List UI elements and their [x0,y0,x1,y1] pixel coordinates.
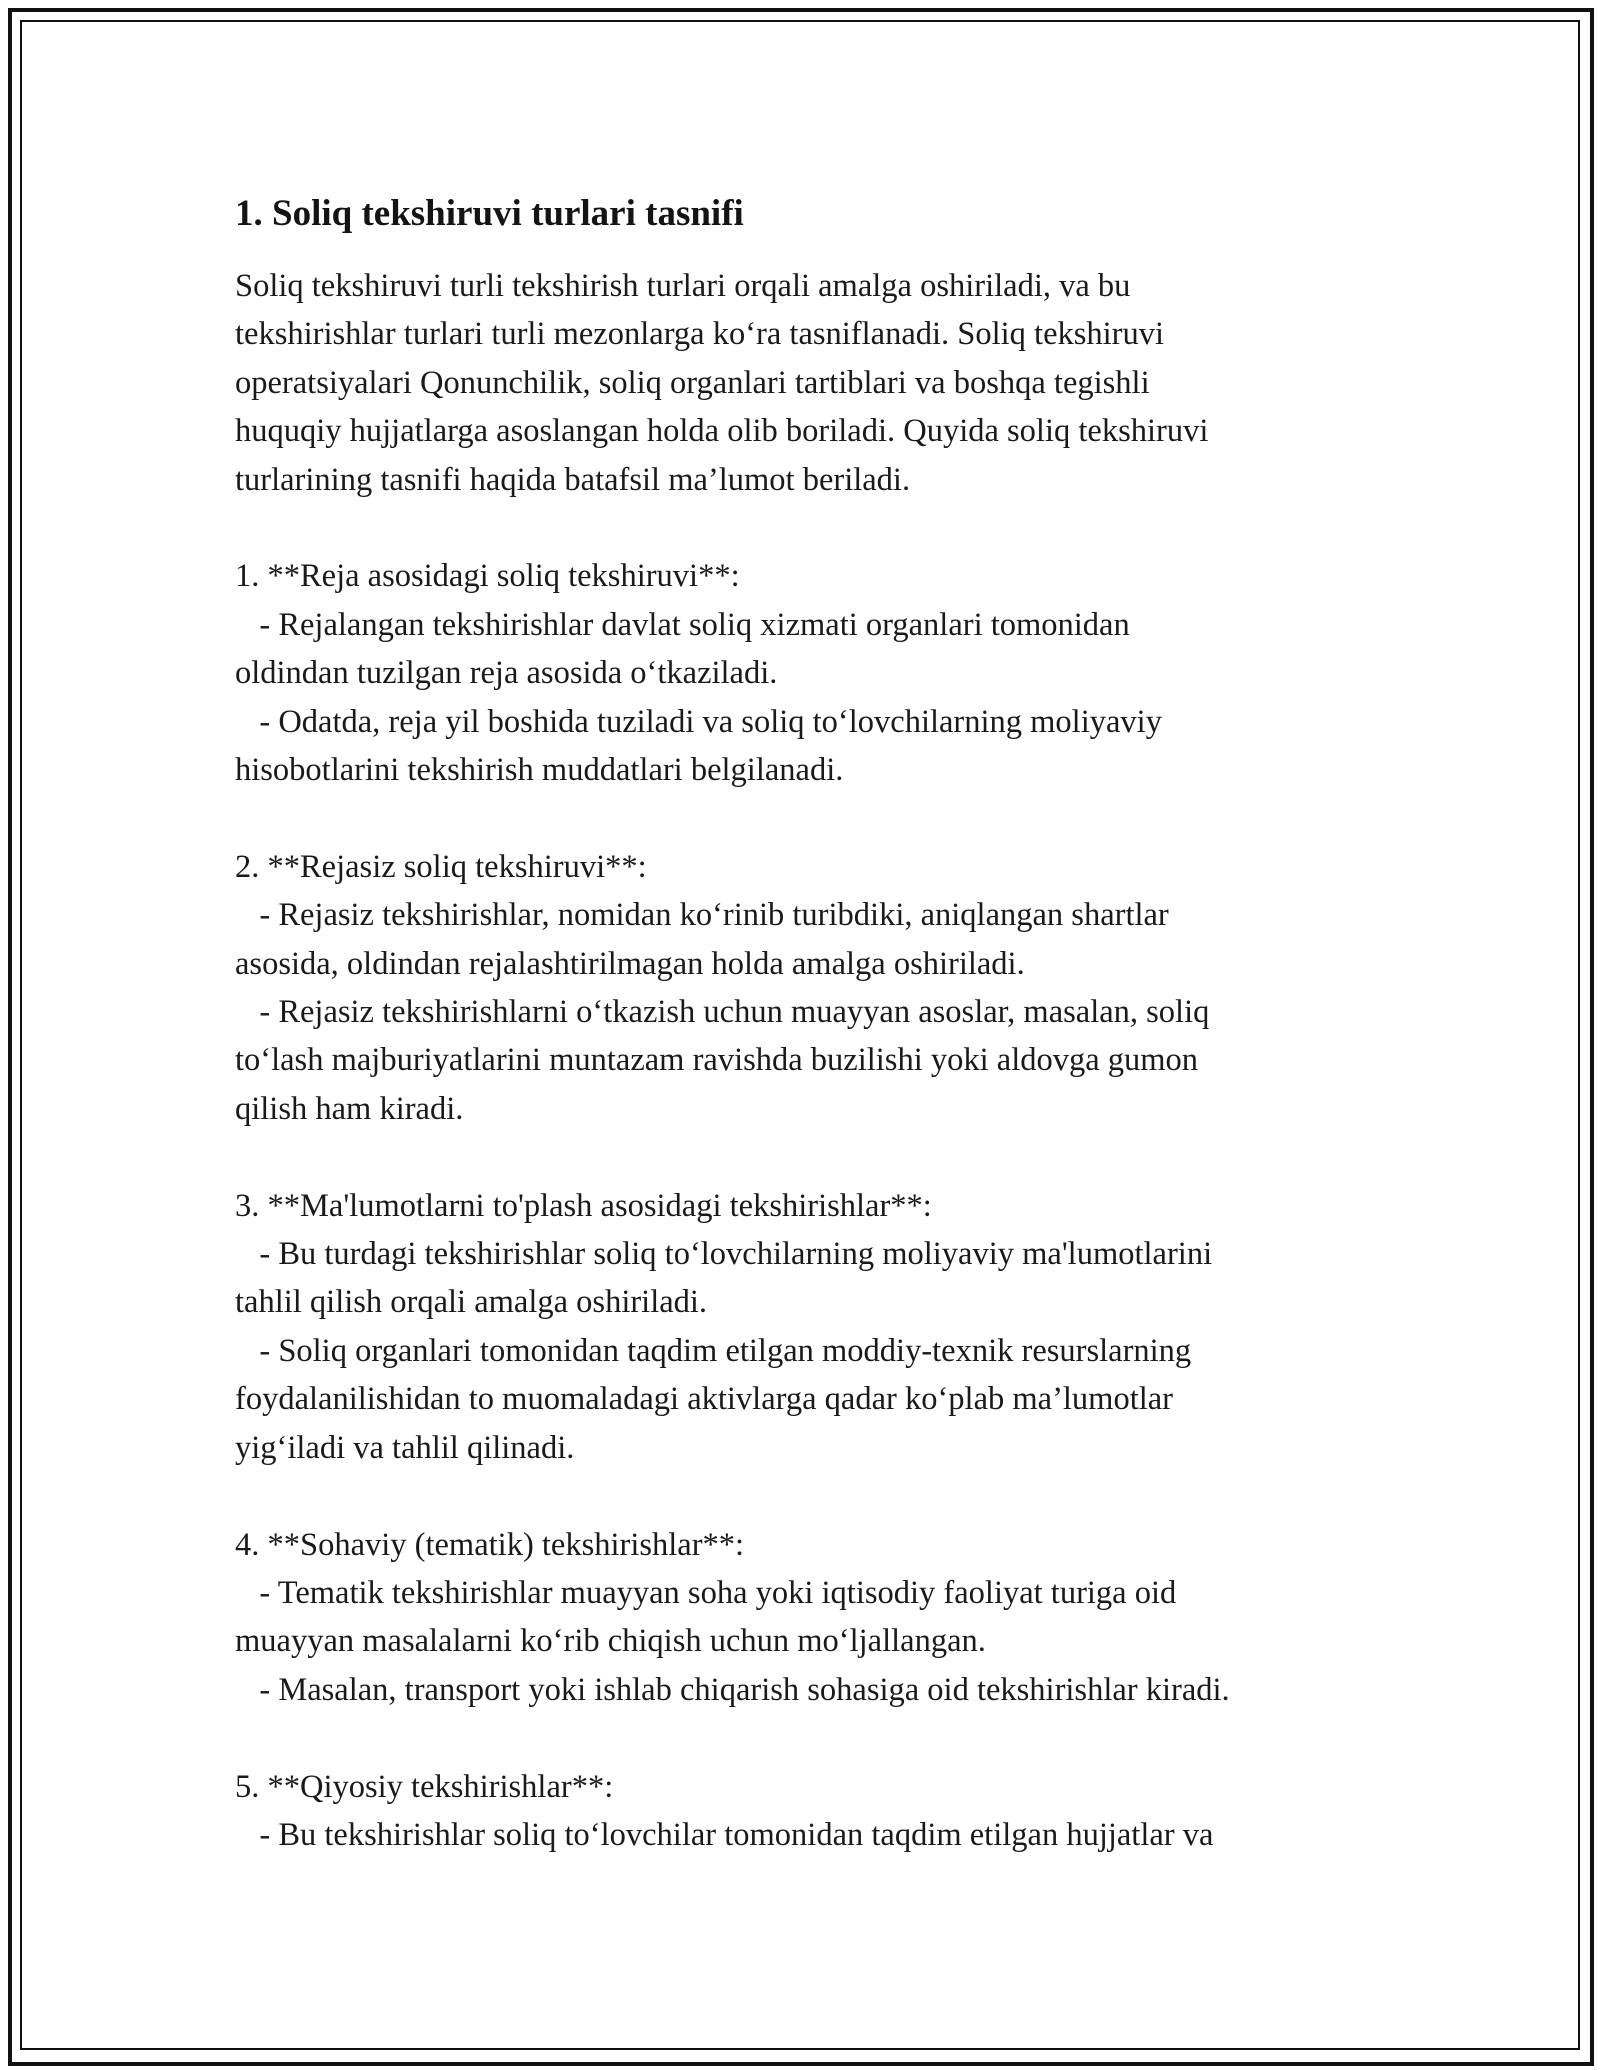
section-1 [235,552,1405,794]
section-3 [235,1182,1405,1472]
section-body: - Rejasiz tekshirishlar, nomidan ko‘rinib turibdiki, aniqlangan shartlar asosida, oldindan rejalashtirilmagan holda amalga oshiriladi. - Rejasiz tekshirishlarni o‘tkazish uchun muayyan asoslar, masalan, soliq to‘lash majburiyatlarini muntazam ravishda buzilishi yoki aldovga gumon qilish ham kiradi. [235,897,1210,1127]
spacer [235,1133,1405,1181]
section-body: - Bu turdagi tekshirishlar soliq to‘lovchilarning moliyaviy ma'lumotlarini tahlil qilish orqali amalga oshiriladi. - Soliq organlari tomonidan taqdim etilgan moddiy-texnik resurslarning foydalanilishidan to muomaladagi aktivlarga qadar ko‘plab ma’lumotlar yig‘iladi va tahlil qilinadi. [235,1236,1213,1466]
document-title: 1. Soliq tekshiruvi turlari tasnifi [235,193,744,234]
section-heading: 3. **Ma'lumotlarni to'plash asosidagi tekshirishlar**: [235,1187,932,1224]
spacer [235,1714,1405,1762]
section-body: - Rejalangan tekshirishlar davlat soliq xizmati organlari tomonidan oldindan tuzilgan reja asosida o‘tkaziladi. - Odatda, reja yil boshida tuziladi va soliq to‘lovchilarning moliyaviy hisobotlarini tekshirish muddatlari belgilanadi. [235,606,1162,789]
section-heading: 5. **Qiyosiy tekshirishlar**: [235,1768,614,1805]
section-heading: 2. **Rejasiz soliq tekshiruvi**: [235,848,647,885]
section-body: - Bu tekshirishlar soliq to‘lovchilar tomonidan taqdim etilgan hujjatlar va [235,1816,1214,1853]
intro-paragraph: Soliq tekshiruvi turli tekshirish turlari orqali amalga oshiriladi, va bu tekshirishlar turlari turli mezonlarga ko‘ra tasniflanadi. Soliq tekshiruvi operatsiyalari Qonunchilik, soliq organlari tartiblari va boshqa tegishli huquqiy hujjatlarga asoslangan holda olib boriladi. Quyida soliq tekshiruvi turlarining tasnifi haqida batafsil ma’lumot beriladi. [235,268,1209,498]
section-heading: 4. **Sohaviy (tematik) tekshirishlar**: [235,1526,745,1563]
spacer [235,504,1405,552]
section-4 [235,1521,1405,1715]
spacer [235,794,1405,842]
section-5 [235,1763,1405,1860]
document-body [235,188,1405,1859]
section-heading: 1. **Reja asosidagi soliq tekshiruvi**: [235,558,740,595]
spacer [235,1472,1405,1520]
section-2 [235,843,1405,1133]
section-body: - Tematik tekshirishlar muayyan soha yoki iqtisodiy faoliyat turiga oid muayyan masalalarni ko‘rib chiqish uchun mo‘ljallangan. - Masalan, transport yoki ishlab chiqarish sohasiga oid tekshirishlar kiradi. [235,1574,1230,1708]
